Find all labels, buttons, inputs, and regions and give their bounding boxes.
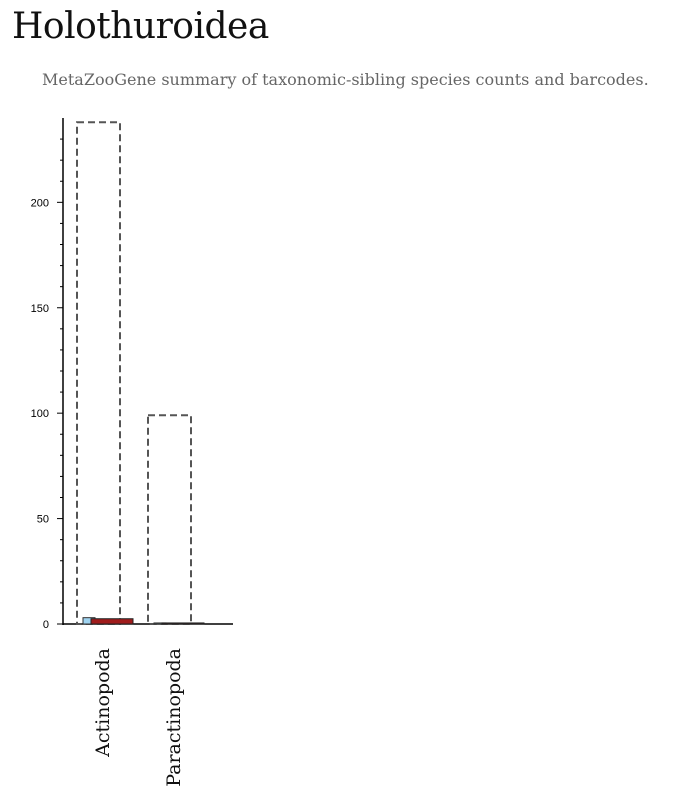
y-tick-label: 50 — [36, 513, 49, 526]
x-category-label: Paractinopoda — [163, 648, 185, 787]
bar-species-outline — [77, 122, 120, 624]
bar-red — [162, 623, 204, 624]
y-tick-label: 0 — [42, 619, 49, 631]
y-axis — [31, 118, 63, 631]
bar-species-outline — [148, 415, 191, 624]
bars — [77, 122, 204, 624]
page-subtitle: MetaZooGene summary of taxonomic-sibling species counts and barcodes. — [42, 70, 649, 89]
category-labels — [92, 648, 185, 787]
y-tick-label: 150 — [30, 302, 49, 315]
x-category-label: Actinopoda — [92, 648, 114, 757]
y-tick-label: 100 — [30, 408, 49, 421]
y-tick-label: 200 — [30, 197, 49, 210]
bar-red — [91, 619, 133, 624]
page-title: Holothuroidea — [12, 6, 269, 47]
